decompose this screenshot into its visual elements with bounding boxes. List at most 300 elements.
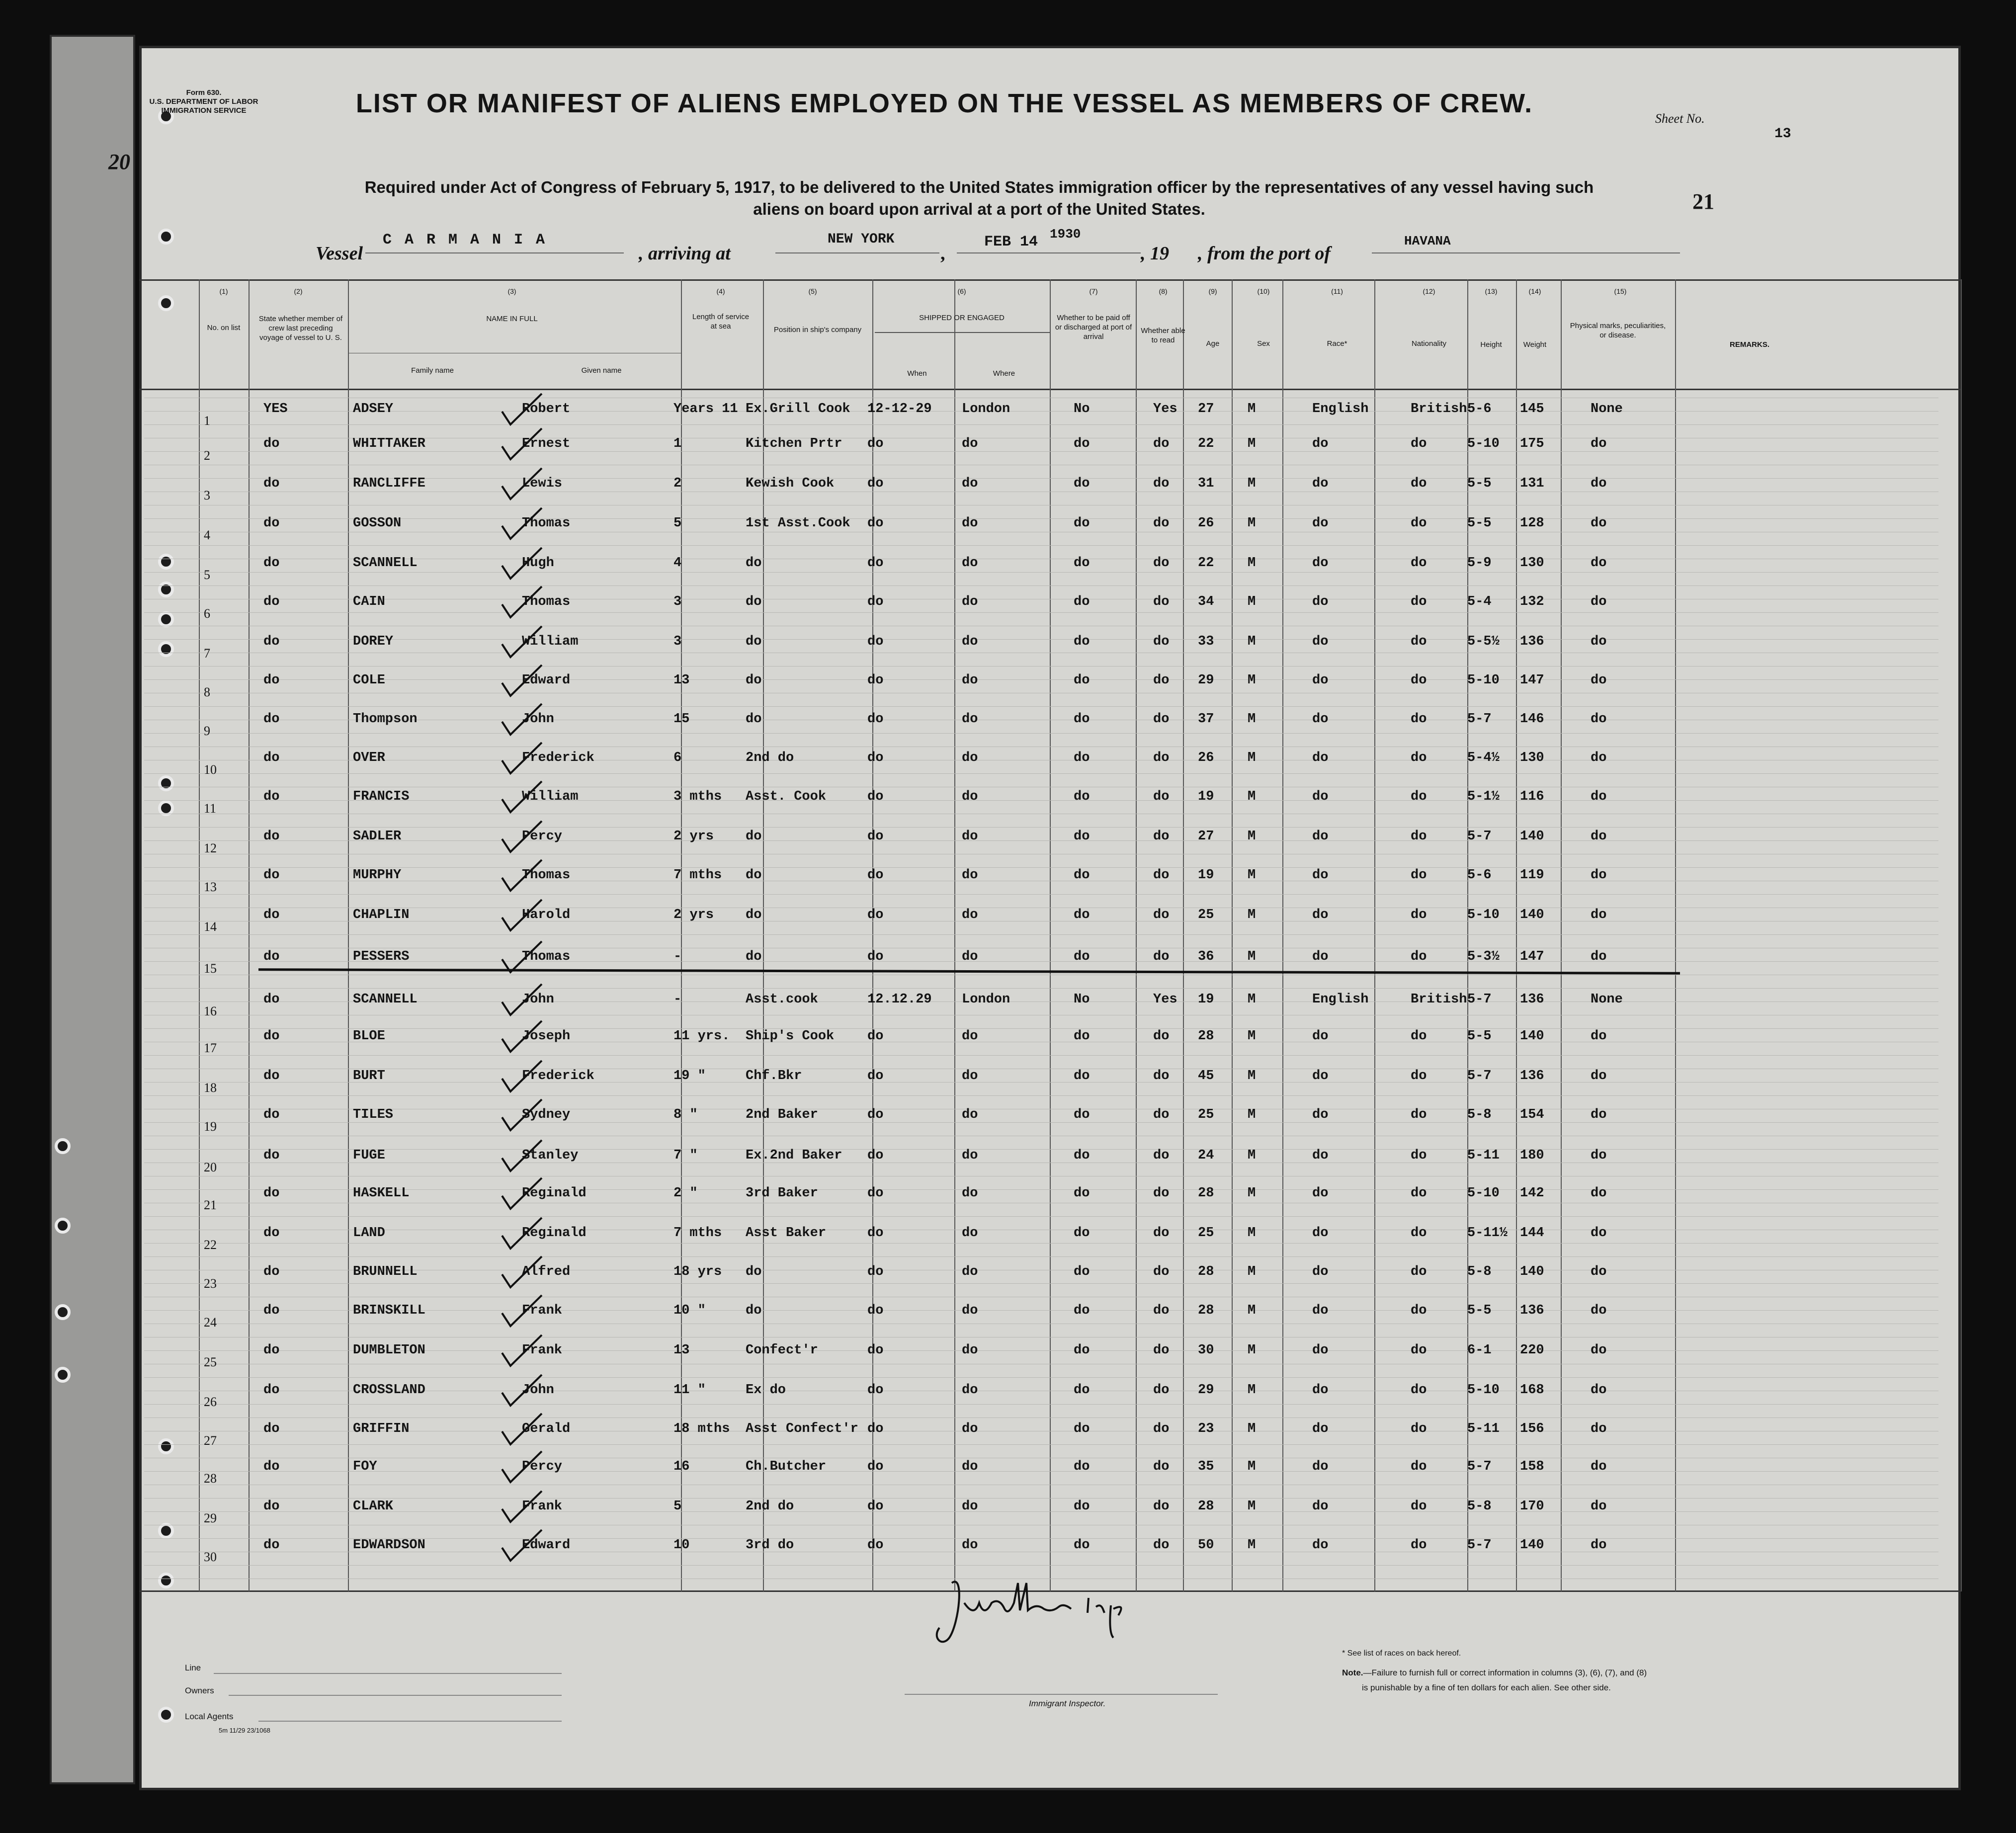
cell-family: SCANNELL — [353, 992, 418, 1007]
cell-family: MURPHY — [353, 868, 402, 883]
cell-height: 5-6 — [1467, 402, 1492, 417]
cell-prev: do — [263, 1148, 280, 1163]
check-mark-icon — [500, 702, 544, 737]
cell-sex: M — [1248, 1069, 1256, 1083]
cell-read: do — [1153, 1264, 1170, 1279]
note-text-2: is punishable by a fine of ten dollars for each alien. See other side. — [1362, 1683, 1611, 1692]
cell-paid: do — [1074, 789, 1090, 804]
check-mark-icon — [500, 741, 544, 775]
cell-marks: do — [1591, 750, 1607, 765]
row-number: 11 — [204, 801, 217, 816]
cell-nat: do — [1411, 750, 1427, 765]
cell-marks: do — [1591, 476, 1607, 491]
cell-weight: 156 — [1520, 1421, 1544, 1436]
cell-nat: do — [1411, 1383, 1427, 1398]
cell-marks: do — [1591, 712, 1607, 727]
cell-sex: M — [1248, 673, 1256, 688]
cell-nat: do — [1411, 1226, 1427, 1241]
cell-position: do — [746, 908, 762, 922]
cell-family: EDWARDSON — [353, 1538, 425, 1553]
cell-family: COLE — [353, 673, 385, 688]
cell-sex: M — [1248, 516, 1256, 531]
cell-sex: M — [1248, 1383, 1256, 1398]
cell-where: do — [962, 673, 978, 688]
check-mark-icon — [500, 392, 544, 426]
cell-nat: British — [1411, 992, 1467, 1007]
cell-race: do — [1312, 1383, 1329, 1398]
cell-service: 11 yrs. — [673, 1029, 730, 1044]
ruled-line — [144, 451, 1938, 452]
check-mark-icon — [500, 584, 544, 619]
cell-age: 28 — [1198, 1303, 1214, 1318]
cell-when: do — [867, 436, 884, 451]
punch-hole — [158, 1707, 174, 1723]
cell-height: 5-7 — [1467, 992, 1492, 1007]
cell-read: do — [1153, 789, 1170, 804]
form-number: Form 630. — [186, 88, 222, 97]
cell-family: HASKELL — [353, 1186, 410, 1201]
col11-num: (11) — [1331, 287, 1343, 295]
cell-given: Percy — [522, 1459, 563, 1474]
cell-height: 5-7 — [1467, 1459, 1492, 1474]
ruled-line — [144, 1243, 1938, 1244]
cell-given: Percy — [522, 829, 563, 844]
cell-service: 2 " — [673, 1186, 698, 1201]
col9-header: Age — [1206, 339, 1220, 348]
shipped-divider — [875, 332, 1050, 333]
ruled-line — [144, 1122, 1938, 1123]
row-number: 8 — [204, 685, 210, 699]
row-number: 24 — [204, 1315, 217, 1330]
subtitle-line-2: aliens on board upon arrival at a port of the United States. — [753, 200, 1205, 218]
cell-read: do — [1153, 516, 1170, 531]
col14-num: (14) — [1528, 287, 1541, 295]
cell-weight: 130 — [1520, 750, 1544, 765]
cell-race: do — [1312, 673, 1329, 688]
cell-prev: do — [263, 1029, 280, 1044]
ruled-line — [144, 733, 1938, 734]
cell-position: Ex do — [746, 1383, 786, 1398]
col4-num: (4) — [716, 287, 725, 295]
cell-nat: do — [1411, 516, 1427, 531]
footer-agents-rule — [258, 1721, 562, 1722]
ruled-line — [144, 773, 1938, 774]
cell-marks: do — [1591, 436, 1607, 451]
cell-given: Frederick — [522, 1069, 594, 1083]
cell-prev: do — [263, 673, 280, 688]
cell-where: do — [962, 1148, 978, 1163]
cell-family: GOSSON — [353, 516, 402, 531]
cell-where: do — [962, 476, 978, 491]
cell-service: 16 — [673, 1459, 690, 1474]
cell-read: do — [1153, 1538, 1170, 1553]
cell-nat: do — [1411, 1264, 1427, 1279]
cell-service: 5 — [673, 1499, 682, 1514]
cell-marks: do — [1591, 1029, 1607, 1044]
cell-family: TILES — [353, 1107, 394, 1122]
cell-when: 12.12.29 — [867, 992, 932, 1007]
punch-hole — [158, 229, 174, 245]
cell-where: do — [962, 908, 978, 922]
cell-weight: 136 — [1520, 992, 1544, 1007]
cell-weight: 147 — [1520, 673, 1544, 688]
cell-paid: do — [1074, 750, 1090, 765]
cell-service: 2 yrs — [673, 908, 714, 922]
cell-race: English — [1312, 992, 1369, 1007]
cell-race: do — [1312, 908, 1329, 922]
cell-paid: do — [1074, 476, 1090, 491]
row-number: 6 — [204, 606, 210, 621]
inspector-rule — [905, 1694, 1218, 1695]
cell-position: do — [746, 556, 762, 571]
cell-age: 26 — [1198, 516, 1214, 531]
cell-age: 31 — [1198, 476, 1214, 491]
ruled-line — [144, 706, 1938, 707]
cell-sex: M — [1248, 949, 1256, 964]
cell-position: Kitchen Prtr — [746, 436, 842, 451]
cell-height: 5-1½ — [1467, 789, 1500, 804]
cell-race: do — [1312, 1459, 1329, 1474]
cell-family: SCANNELL — [353, 556, 418, 571]
ruled-line — [144, 1082, 1938, 1083]
cell-family: ADSEY — [353, 402, 394, 417]
cell-marks: do — [1591, 1069, 1607, 1083]
cell-when: do — [867, 829, 884, 844]
column-line — [954, 279, 955, 1591]
cell-service: 8 " — [673, 1107, 698, 1122]
cell-weight: 147 — [1520, 949, 1544, 964]
cell-family: CROSSLAND — [353, 1383, 425, 1398]
cell-weight: 140 — [1520, 1264, 1544, 1279]
cell-race: do — [1312, 1538, 1329, 1553]
family-name-header: Family name — [411, 366, 454, 375]
cell-age: 22 — [1198, 556, 1214, 571]
col3-header: NAME IN FULL — [486, 315, 538, 323]
cell-service: 7 mths — [673, 868, 722, 883]
cell-height: 5-5½ — [1467, 634, 1500, 649]
column-line — [1961, 279, 1962, 1591]
cell-age: 28 — [1198, 1499, 1214, 1514]
cell-race: do — [1312, 1343, 1329, 1358]
cell-read: do — [1153, 1499, 1170, 1514]
cell-service: 3 mths — [673, 789, 722, 804]
row-number: 29 — [204, 1511, 217, 1525]
cell-sex: M — [1248, 829, 1256, 844]
cell-race: do — [1312, 1421, 1329, 1436]
col1-num: (1) — [219, 287, 228, 295]
cell-age: 36 — [1198, 949, 1214, 964]
ruled-line — [144, 411, 1938, 412]
cell-height: 5-11 — [1467, 1421, 1500, 1436]
cell-when: do — [867, 516, 884, 531]
cell-where: do — [962, 1499, 978, 1514]
cell-when: do — [867, 712, 884, 727]
cell-prev: do — [263, 1383, 280, 1398]
cell-family: DUMBLETON — [353, 1343, 425, 1358]
row-number: 26 — [204, 1395, 217, 1409]
row-number: 5 — [204, 568, 210, 582]
cell-height: 5-5 — [1467, 516, 1492, 531]
cell-marks: do — [1591, 1264, 1607, 1279]
cell-family: DOREY — [353, 634, 394, 649]
cell-weight: 136 — [1520, 1069, 1544, 1083]
cell-marks: do — [1591, 1421, 1607, 1436]
cell-paid: do — [1074, 1421, 1090, 1436]
cell-nat: do — [1411, 436, 1427, 451]
cell-height: 5-10 — [1467, 436, 1500, 451]
cell-given: Alfred — [522, 1264, 571, 1279]
cell-when: do — [867, 1148, 884, 1163]
col7-header: Whether to be paid off or discharged at port of arrival — [1055, 314, 1132, 341]
cell-family: RANCLIFFE — [353, 476, 425, 491]
ruled-line — [144, 572, 1938, 573]
ruled-line — [144, 679, 1938, 680]
cell-nat: do — [1411, 1538, 1427, 1553]
cell-family: BURT — [353, 1069, 385, 1083]
cell-height: 5-6 — [1467, 868, 1492, 883]
cell-position: Ch.Butcher — [746, 1459, 827, 1474]
column-line — [1675, 279, 1676, 1591]
check-mark-icon — [500, 1254, 544, 1289]
cell-given: Joseph — [522, 1029, 571, 1044]
cell-race: do — [1312, 789, 1329, 804]
cell-nat: do — [1411, 1459, 1427, 1474]
cell-paid: do — [1074, 829, 1090, 844]
cell-given: Reginald — [522, 1226, 587, 1241]
cell-where: do — [962, 829, 978, 844]
cell-age: 22 — [1198, 436, 1214, 451]
ruled-line — [144, 1404, 1938, 1405]
cell-read: do — [1153, 1069, 1170, 1083]
cell-marks: do — [1591, 1343, 1607, 1358]
cell-sex: M — [1248, 476, 1256, 491]
form-subtitle — [288, 176, 1670, 220]
cell-where: do — [962, 1343, 978, 1358]
cell-when: do — [867, 1186, 884, 1201]
cell-where: do — [962, 750, 978, 765]
check-mark-icon — [500, 1449, 544, 1484]
subtitle-line-1: Required under Act of Congress of February 5, 1917, to be delivered to the United States immigration officer by the representatives of any vessel having such — [364, 178, 1594, 196]
cell-marks: None — [1591, 992, 1623, 1007]
cell-age: 28 — [1198, 1186, 1214, 1201]
cell-service: 10 — [673, 1538, 690, 1553]
from-port-underline — [1372, 252, 1680, 253]
remarks-header: REMARKS. — [1729, 340, 1769, 349]
row-number: 20 — [204, 1160, 217, 1174]
cell-age: 19 — [1198, 992, 1214, 1007]
cell-weight: 144 — [1520, 1226, 1544, 1241]
row-number: 17 — [204, 1041, 217, 1055]
cell-paid: do — [1074, 1107, 1090, 1122]
cell-when: 12-12-29 — [867, 402, 932, 417]
cell-marks: do — [1591, 868, 1607, 883]
cell-marks: do — [1591, 1459, 1607, 1474]
when-header: When — [907, 369, 927, 378]
cell-service: 2 — [673, 476, 682, 491]
cell-sex: M — [1248, 556, 1256, 571]
cell-nat: do — [1411, 1148, 1427, 1163]
cell-marks: do — [1591, 789, 1607, 804]
cell-age: 34 — [1198, 594, 1214, 609]
cell-read: do — [1153, 673, 1170, 688]
cell-when: do — [867, 634, 884, 649]
cell-read: do — [1153, 750, 1170, 765]
cell-service: 10 " — [673, 1303, 706, 1318]
punch-hole — [158, 1438, 174, 1454]
cell-read: do — [1153, 1421, 1170, 1436]
ruled-line — [144, 800, 1938, 801]
cell-given: Hugh — [522, 556, 554, 571]
check-mark-icon — [500, 1059, 544, 1093]
cell-paid: do — [1074, 712, 1090, 727]
cell-age: 25 — [1198, 1107, 1214, 1122]
row-number: 14 — [204, 919, 217, 934]
cell-sex: M — [1248, 750, 1256, 765]
cell-nat: do — [1411, 908, 1427, 922]
cell-given: Ernest — [522, 436, 571, 451]
cell-weight: 140 — [1520, 829, 1544, 844]
cell-service: Years 11 — [673, 402, 738, 417]
footer-agents-label: Local Agents — [185, 1712, 234, 1721]
ruled-line — [144, 1256, 1938, 1257]
check-mark-icon — [500, 779, 544, 814]
cell-given: Frank — [522, 1343, 563, 1358]
cell-nat: do — [1411, 634, 1427, 649]
cell-height: 5-8 — [1467, 1499, 1492, 1514]
cell-when: do — [867, 673, 884, 688]
cell-height: 5-7 — [1467, 1069, 1492, 1083]
cell-height: 5-10 — [1467, 673, 1500, 688]
cell-given: John — [522, 712, 554, 727]
cell-sex: M — [1248, 1107, 1256, 1122]
cell-marks: do — [1591, 634, 1607, 649]
cell-weight: 128 — [1520, 516, 1544, 531]
row-number: 12 — [204, 841, 217, 855]
cell-nat: do — [1411, 1421, 1427, 1436]
column-line — [249, 279, 250, 1591]
footer-line-rule — [214, 1673, 562, 1674]
row-number: 1 — [204, 414, 210, 428]
col9-num: (9) — [1208, 287, 1217, 295]
cell-height: 5-8 — [1467, 1264, 1492, 1279]
cell-paid: do — [1074, 1538, 1090, 1553]
cell-marks: do — [1591, 516, 1607, 531]
fine-note — [1342, 1668, 1647, 1678]
race-note: * See list of races on back hereof. — [1342, 1649, 1461, 1658]
cell-position: do — [746, 829, 762, 844]
cell-when: do — [867, 1264, 884, 1279]
cell-nat: do — [1411, 712, 1427, 727]
cell-age: 28 — [1198, 1029, 1214, 1044]
cell-nat: do — [1411, 1107, 1427, 1122]
cell-race: do — [1312, 634, 1329, 649]
cell-paid: do — [1074, 1226, 1090, 1241]
cell-read: do — [1153, 1383, 1170, 1398]
cell-service: - — [673, 992, 682, 1007]
cell-when: do — [867, 750, 884, 765]
ruled-line — [144, 961, 1938, 962]
row-number: 23 — [204, 1276, 217, 1291]
col3-num: (3) — [507, 287, 516, 295]
cell-given: Thomas — [522, 516, 571, 531]
cell-prev: do — [263, 1107, 280, 1122]
check-mark-icon — [500, 819, 544, 854]
cell-prev: do — [263, 1264, 280, 1279]
cell-when: do — [867, 594, 884, 609]
cell-age: 29 — [1198, 1383, 1214, 1398]
cell-age: 37 — [1198, 712, 1214, 727]
cell-age: 27 — [1198, 829, 1214, 844]
cell-given: John — [522, 992, 554, 1007]
cell-weight: 142 — [1520, 1186, 1544, 1201]
cell-race: do — [1312, 1029, 1329, 1044]
cell-paid: do — [1074, 673, 1090, 688]
year-stamp: 1930 — [1050, 227, 1081, 242]
cell-sex: M — [1248, 868, 1256, 883]
cell-prev: do — [263, 516, 280, 531]
cell-position: 3rd do — [746, 1538, 794, 1553]
ruled-line — [144, 1149, 1938, 1150]
cell-where: do — [962, 1069, 978, 1083]
cell-nat: do — [1411, 673, 1427, 688]
cell-age: 19 — [1198, 868, 1214, 883]
cell-marks: do — [1591, 1226, 1607, 1241]
cell-race: do — [1312, 1226, 1329, 1241]
cell-race: English — [1312, 402, 1369, 417]
cell-read: do — [1153, 594, 1170, 609]
cell-when: do — [867, 1383, 884, 1398]
column-line — [1136, 279, 1137, 1591]
cell-read: do — [1153, 829, 1170, 844]
cell-height: 5-4 — [1467, 594, 1492, 609]
cell-position: do — [746, 949, 762, 964]
cell-read: do — [1153, 1148, 1170, 1163]
cell-service: 5 — [673, 516, 682, 531]
cell-where: do — [962, 949, 978, 964]
punch-hole — [55, 1367, 71, 1383]
row-number: 9 — [204, 724, 210, 738]
check-mark-icon — [500, 1216, 544, 1250]
cell-nat: do — [1411, 1303, 1427, 1318]
arriving-label: , arriving at — [639, 243, 731, 264]
col5-num: (5) — [808, 287, 817, 295]
ruled-line — [144, 639, 1938, 640]
cell-marks: do — [1591, 1303, 1607, 1318]
vessel-label: Vessel — [316, 243, 363, 264]
cell-where: do — [962, 1029, 978, 1044]
cell-sex: M — [1248, 1343, 1256, 1358]
cell-sex: M — [1248, 789, 1256, 804]
cell-where: do — [962, 1459, 978, 1474]
cell-service: 7 " — [673, 1148, 698, 1163]
cell-sex: M — [1248, 402, 1256, 417]
cell-race: do — [1312, 516, 1329, 531]
cell-nat: do — [1411, 556, 1427, 571]
row-number: 18 — [204, 1081, 217, 1095]
cell-height: 5-9 — [1467, 556, 1492, 571]
row-number: 19 — [204, 1119, 217, 1134]
cell-height: 5-11½ — [1467, 1226, 1508, 1241]
cell-weight: 158 — [1520, 1459, 1544, 1474]
row-number: 21 — [204, 1198, 217, 1212]
cell-family: PESSERS — [353, 949, 410, 964]
cell-service: 3 — [673, 594, 682, 609]
cell-read: Yes — [1153, 402, 1177, 417]
cell-age: 50 — [1198, 1538, 1214, 1553]
cell-position: Kewish Cook — [746, 476, 835, 491]
cell-sex: M — [1248, 1459, 1256, 1474]
cell-height: 6-1 — [1467, 1343, 1492, 1358]
